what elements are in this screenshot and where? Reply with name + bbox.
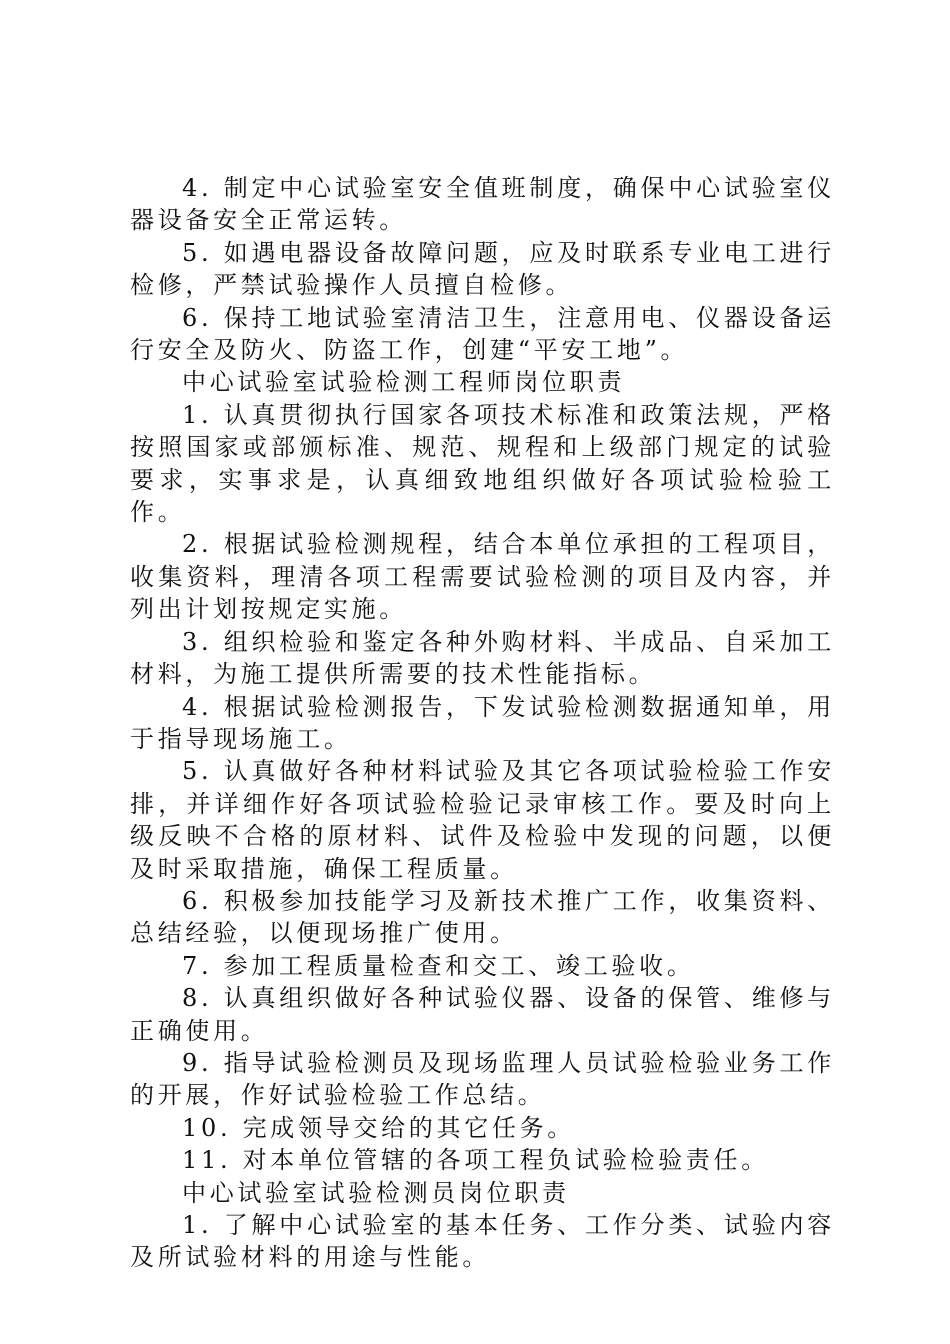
section-heading-tester-duties: 中心试验室试验检测员岗位职责 [182,1178,570,1207]
paragraph-engineer-duty-3: 3. 组织检验和鉴定各种外购材料、半成品、自采加工材料，为施工提供所需要的技术性能指标。 [130,627,835,689]
paragraph-engineer-duty-4: 4. 根据试验检测报告，下发试验检测数据通知单，用于指导现场施工。 [130,692,835,753]
section-heading-engineer-duties: 中心试验室试验检测工程师岗位职责 [182,368,626,397]
paragraph-tester-duty-1: 1. 了解中心试验室的基本任务、工作分类、试验内容及所试验材料的用途与性能。 [130,1211,835,1272]
paragraph-engineer-duty-7: 7. 参加工程质量检查和交工、竣工验收。 [182,951,695,980]
paragraph-engineer-duty-1: 1. 认真贯彻执行国家各项技术标准和政策法规，严格按照国家或部颁标准、规范、规程和上级部门规定的试验要求，实事求是，认真细致地组织做好各项试验检验工作。 [130,400,835,527]
paragraph-electrical-fault: 5. 如遇电器设备故障问题，应及时联系专业电工进行检修，严禁试验操作人员擅自检修。 [130,238,835,300]
paragraph-engineer-duty-5: 5. 认真做好各种材料试验及其它各项试验检验工作安排，并详细作好各项试验检验记录审核工作。要及时向上级反映不合格的原材料、试件及检验中发现的问题，以便及时采取措施，确保工程质量。 [130,757,835,883]
paragraph-safety-duty: 4. 制定中心试验室安全值班制度，确保中心试验室仪器设备安全正常运转。 [130,174,835,235]
paragraph-engineer-duty-2: 2. 根据试验检测规程，结合本单位承担的工程项目，收集资料，理清各项工程需要试验检测的项目及内容，并列出计划按规定实施。 [130,530,835,624]
paragraph-engineer-duty-8: 8. 认真组织做好各种试验仪器、设备的保管、维修与正确使用。 [130,984,835,1045]
paragraph-cleanliness: 6. 保持工地试验室清洁卫生，注意用电、仪器设备运行安全及防火、防盗工作，创建“平安工地”。 [130,303,835,365]
paragraph-engineer-duty-10: 10. 完成领导交给的其它任务。 [182,1113,575,1142]
document-body [130,172,835,1274]
paragraph-engineer-duty-9: 9. 指导试验检测员及现场监理人员试验检验业务工作的开展，作好试验检验工作总结。 [130,1048,835,1110]
paragraph-engineer-duty-6: 6. 积极参加技能学习及新技术推广工作，收集资料、总结经验，以便现场推广使用。 [130,886,835,948]
paragraph-engineer-duty-11: 11. 对本单位管辖的各项工程负试验检验责任。 [182,1146,769,1175]
